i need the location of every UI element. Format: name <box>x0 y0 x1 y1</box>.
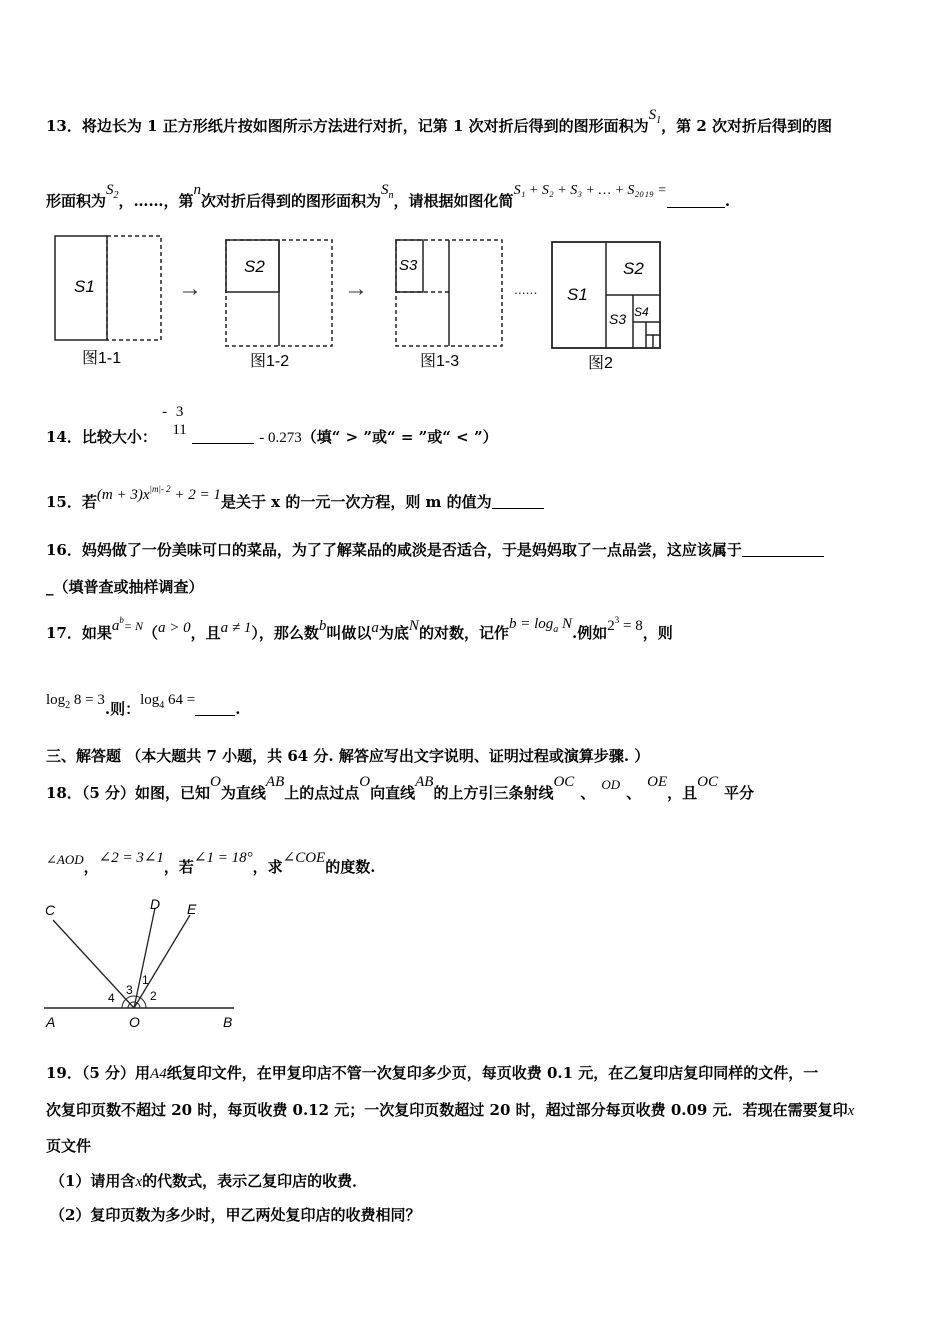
q13-line2: 形面积为$S_2$，……，第n次对折后得到的图形面积为$S_n$，请根据如图化简S₁ + S₂ + S₃ + … + S₂₀₁₉ =. <box>46 182 731 210</box>
q16-answer-blank[interactable] <box>742 542 824 557</box>
fraction-3-11: 3 11 <box>172 404 187 438</box>
arrow-icon: → <box>178 275 202 302</box>
fig1-1-label: S1 <box>74 277 95 296</box>
ray-oe <box>134 915 190 1008</box>
q15-line: 15．若$(m + 3)x^{|m|- 2} + 2 = 1$是关于 x 的一元一次方程，则 m 的值为 <box>46 491 544 512</box>
fig1-2-caption: 图1-2 <box>250 353 290 370</box>
sn-symbol: $S_n$ <box>381 182 394 201</box>
q17-line2: $\log_2 8 = 3$.则：$\log_4 64$ = . <box>46 692 241 718</box>
sum-expression: S₁ + S₂ + S₃ + … + S₂₀₁₉ = <box>513 183 667 198</box>
svg-text:4: 4 <box>108 991 115 1005</box>
fig1-1-dashed-rect <box>107 236 161 340</box>
svg-text:D: D <box>150 896 161 912</box>
svg-text:3: 3 <box>126 983 133 997</box>
ellipsis: ...... <box>514 281 538 297</box>
folding-figures <box>44 228 684 378</box>
arrow-icon: → <box>344 275 368 302</box>
q18-line2: ∠AOD，∠2 = 3∠1，若∠1 = 18°，求∠COE的度数. <box>46 850 376 876</box>
q19-line3: 页文件 <box>46 1137 92 1155</box>
fig2-s1-label: S1 <box>567 285 588 304</box>
fig1-1-caption: 图1-1 <box>82 350 122 367</box>
s1-symbol: $S_1$ <box>648 107 662 126</box>
q15-equation: $(m + 3)x^{|m|- 2} + 2 = 1$ <box>96 484 221 503</box>
q13-line1: 13．将边长为 1 正方形纸片按如图所示方法进行对折，记第 1 次对折后得到的图形面积为$S_1$，第 2 次对折后得到的图 <box>46 107 833 135</box>
fig2-s4-label: S4 <box>634 305 649 319</box>
q19-sub2: （2）复印页数为多少时，甲乙两处复印店的收费相同？ <box>50 1206 421 1224</box>
n-symbol: n <box>193 182 202 198</box>
q16-line2: _（填普查或抽样调查） <box>46 578 204 596</box>
q19-line2: 次复印页数不超过 20 时，每页收费 0.12 元；一次复印页数超过 20 时，超过部分每页收费 0.09 元．若现在需要复印x <box>46 1101 855 1119</box>
log-definition: $b = \log_a N$ <box>508 616 573 635</box>
q13-answer-blank[interactable] <box>667 193 725 208</box>
q16-line1: 16．妈妈做了一份美味可口的菜品，为了了解菜品的咸淡是否适合，于是妈妈取了一点品尝，这应该属于 <box>46 539 824 560</box>
fig2-s2-label: S2 <box>623 259 644 278</box>
svg-text:E: E <box>187 901 197 917</box>
s2-symbol: $S_2$ <box>106 182 119 201</box>
q17-answer-blank[interactable] <box>195 701 235 716</box>
fig2-caption: 图2 <box>588 355 613 372</box>
svg-text:1: 1 <box>142 973 149 987</box>
section3-title: 三、解答题 （本大题共 7 小题，共 64 分. 解答应写出文字说明、证明过程或演算步骤. ） <box>46 747 650 765</box>
log4-64: $\log_4 64$ = <box>140 692 196 711</box>
q19-line1: 19．（5 分）用A4纸复印文件，在甲复印店不管一次复印多少页，每页收费 0.1 元，在乙复印店复印同样的文件，一 <box>46 1064 819 1082</box>
fig1-2-label: S2 <box>244 257 265 276</box>
a-pow-b-eq-n: $a^b= N$ <box>111 615 143 634</box>
ray-oc <box>53 920 134 1008</box>
q19-sub1: （1）请用含x的代数式，表示乙复印店的收费． <box>50 1172 368 1190</box>
q14-answer-blank[interactable] <box>192 429 254 444</box>
q17-line1: 17．如果$a^b= N(a > 0$，且a ≠ 1），那么数b叫做以a为底N的对数，记作$b = \log_a N$.例如$2^3 = 8$，则 <box>46 615 673 642</box>
fig1-3-label: S3 <box>399 257 418 274</box>
svg-text:B: B <box>223 1014 233 1030</box>
q14-line: 14．比较大小： - 3 11 - 0.273（填“ > ”或“ = ”或“ < ”） <box>46 404 498 446</box>
svg-text:2: 2 <box>150 989 157 1003</box>
angle-diagram <box>40 895 240 1035</box>
svg-text:A: A <box>46 1014 56 1030</box>
example-2-cubed: $2^3 = 8$ <box>607 615 643 634</box>
q18-line1: 18．（5 分）如图，已知O为直线AB上的点过点O向直线AB的上方引三条射线OC、 OD 、OE，且OC平分 <box>46 774 754 802</box>
svg-text:O: O <box>129 1014 140 1030</box>
fig1-3-caption: 图1-3 <box>420 353 460 370</box>
svg-text:C: C <box>45 902 56 918</box>
fig2-s3-label: S3 <box>609 311 627 327</box>
log2-8: $\log_2 8 = 3$ <box>46 692 105 711</box>
q15-answer-blank[interactable] <box>492 494 544 509</box>
